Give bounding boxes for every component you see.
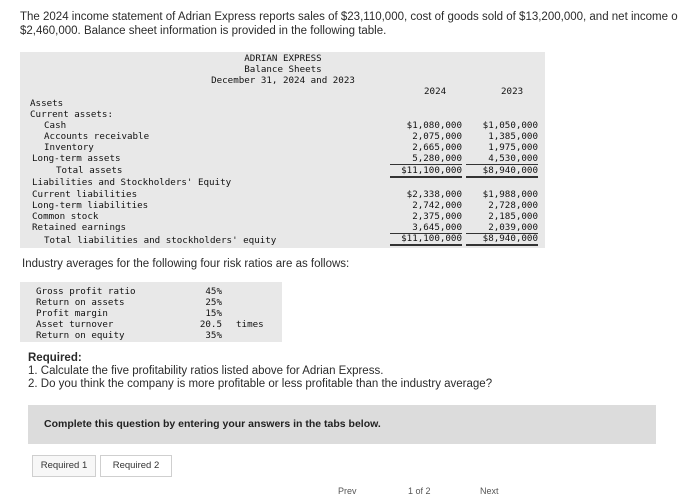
row-label-liabilities-equity: Liabilities and Stockholders' Equity (32, 177, 232, 188)
row-label-common-stock: Common stock (32, 211, 99, 222)
instruction-banner (28, 405, 656, 444)
required-item-1: 1. Calculate the five profitability ratios listed above for Adrian Express. (28, 365, 384, 377)
ltl-2023: 2,728,000 (488, 200, 538, 211)
ratio-label-return-on-equity: Return on equity (36, 330, 125, 341)
re-2023: 2,039,000 (466, 222, 538, 234)
ratio-value-gross-profit: 45% (205, 286, 222, 297)
ratio-label-return-on-assets: Return on assets (36, 297, 125, 308)
tle-2023: $8,940,000 (466, 233, 538, 246)
balance-sheet-table (20, 52, 545, 248)
ratio-value-return-on-assets: 25% (205, 297, 222, 308)
ratio-label-profit-margin: Profit margin (36, 308, 108, 319)
page-indicator: 1 of 2 (408, 486, 431, 496)
ratio-value-asset-turnover: 20.5 (199, 319, 222, 330)
intro-line-1: The 2024 income statement of Adrian Express reports sales of $23,110,000, cost of goods sold of $13,200,000, and net income o (20, 11, 678, 23)
re-2024: 3,645,000 (390, 222, 462, 234)
ar-2024: 2,075,000 (412, 131, 462, 142)
total-assets-2023: $8,940,000 (466, 165, 538, 178)
ltl-2024: 2,742,000 (412, 200, 462, 211)
prev-button[interactable]: Prev (338, 486, 357, 496)
row-label-current-assets: Current assets: (30, 109, 113, 120)
required-item-2: 2. Do you think the company is more profitable or less profitable than the industry average? (28, 378, 493, 390)
lta-2024: 5,280,000 (390, 153, 462, 165)
cs-2024: 2,375,000 (412, 211, 462, 222)
row-label-long-term-liabilities: Long-term liabilities (32, 200, 149, 211)
row-label-retained-earnings: Retained earnings (32, 222, 127, 233)
row-label-current-liabilities: Current liabilities (32, 189, 138, 200)
col-header-2023: 2023 (501, 86, 524, 97)
next-button[interactable]: Next (480, 486, 499, 496)
col-header-2024: 2024 (424, 86, 447, 97)
tle-2024: $11,100,000 (390, 233, 462, 246)
ratio-label-gross-profit: Gross profit ratio (36, 286, 136, 297)
industry-averages-text: Industry averages for the following four risk ratios are as follows: (22, 258, 350, 270)
ratio-unit-asset-turnover: times (236, 319, 264, 330)
required-heading: Required: (28, 352, 82, 364)
lta-2023: 4,530,000 (466, 153, 538, 165)
cash-2024: $1,080,000 (406, 120, 462, 131)
industry-ratios-table (20, 282, 282, 342)
ratio-value-return-on-equity: 35% (205, 330, 222, 341)
row-label-accounts-receivable: Accounts receivable (44, 131, 150, 142)
row-label-long-term-assets: Long-term assets (32, 153, 121, 164)
problem-intro (20, 10, 700, 38)
tab-required-2[interactable]: Required 2 (100, 455, 172, 477)
sheet-date: December 31, 2024 and 2023 (211, 75, 355, 86)
row-label-inventory: Inventory (44, 142, 94, 153)
required-section (28, 352, 492, 391)
tab-required-1[interactable]: Required 1 (32, 455, 96, 477)
cl-2023: $1,988,000 (482, 189, 538, 200)
inventory-2023: 1,975,000 (488, 142, 538, 153)
row-label-total-assets: Total assets (56, 165, 123, 176)
row-label-total-liabilities-equity: Total liabilities and stockholders' equity (44, 235, 277, 246)
sheet-title: Balance Sheets (244, 64, 322, 75)
cl-2024: $2,338,000 (406, 189, 462, 200)
ratio-label-asset-turnover: Asset turnover (36, 319, 114, 330)
balance-sheet-header (208, 53, 358, 86)
ratio-value-profit-margin: 15% (205, 308, 222, 319)
inventory-2024: 2,665,000 (412, 142, 462, 153)
cash-2023: $1,050,000 (482, 120, 538, 131)
instruction-text: Complete this question by entering your answers in the tabs below. (44, 418, 381, 430)
ar-2023: 1,385,000 (488, 131, 538, 142)
total-assets-2024: $11,100,000 (390, 165, 462, 178)
intro-line-2: $2,460,000. Balance sheet information is provided in the following table. (20, 25, 387, 37)
row-label-cash: Cash (44, 120, 67, 131)
cs-2023: 2,185,000 (488, 211, 538, 222)
row-label-assets: Assets (30, 98, 64, 109)
company-name: ADRIAN EXPRESS (244, 53, 322, 64)
